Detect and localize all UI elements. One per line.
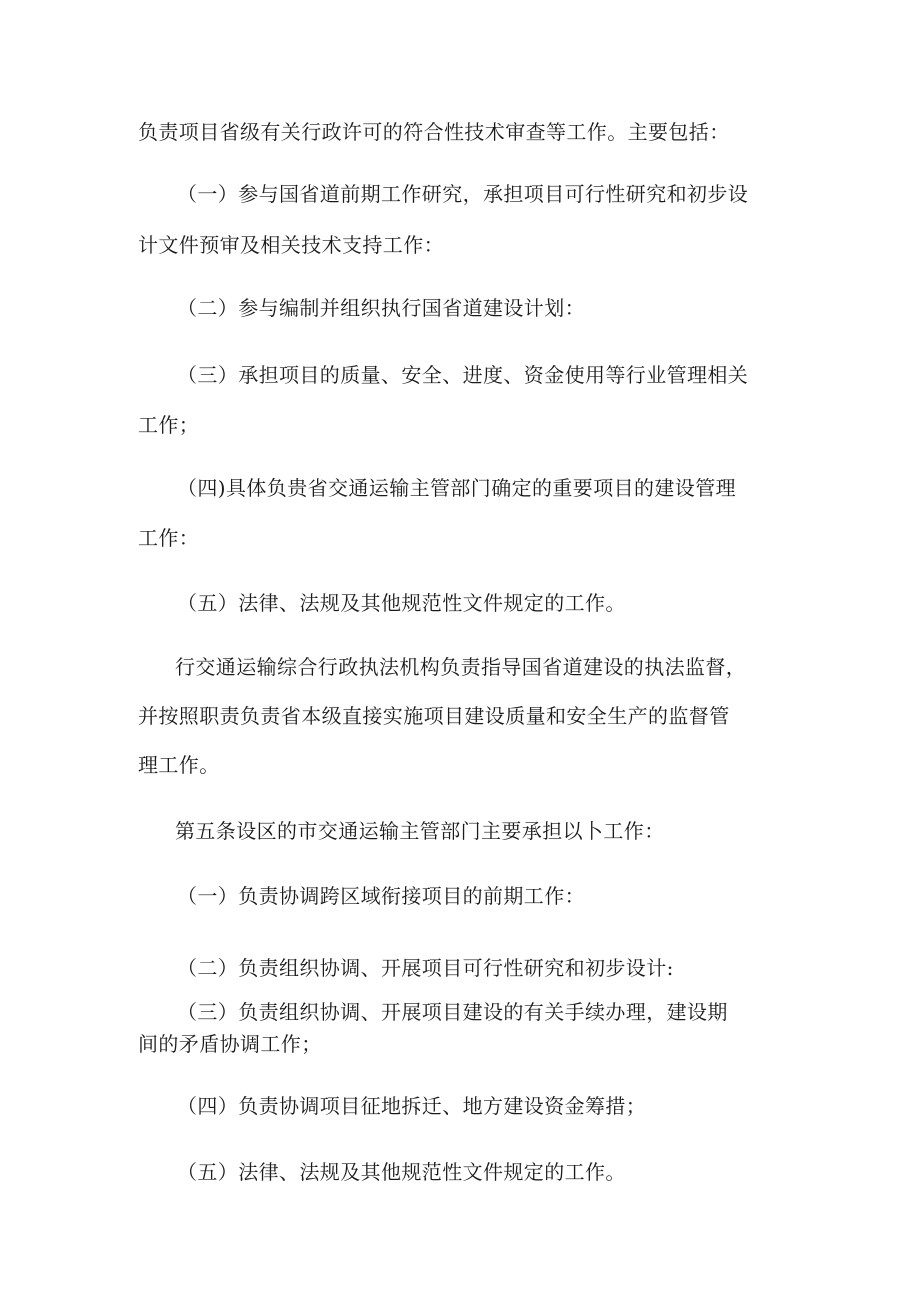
text-line: 工作； (138, 413, 200, 437)
text-line: （一）参与国省道前期工作研究，承担项目可行性研究和初步设 (177, 182, 749, 206)
text-line: 工作： (138, 526, 200, 550)
text-line: 计文件预审及相关技术支持工作： (138, 233, 444, 257)
text-line: （三）负责组织协调、开展项目建设的有关手续办理，建设期 (177, 1000, 728, 1024)
text-line: 行交通运输综合行政执法机构负责指导国省道建设的执法监督， (175, 655, 747, 679)
text-line: （五）法律、法规及其他规范性文件规定的工作。 (177, 1160, 626, 1184)
text-line: （二）参与编制并组织执行国省道建设计划： (177, 296, 585, 320)
text-line: （一）负责协调跨区域衔接项目的前期工作： (177, 884, 585, 908)
text-line: 第五条设区的市交通运输主管部门主要承担以卜工作： (175, 819, 665, 843)
text-line: 理工作。 (138, 753, 220, 777)
text-line: （四)具体负贵省交通运输主管部门确定的重要项目的建设管理 (177, 476, 737, 500)
text-line: 并按照职责负责省本级直接实施项目建设质量和安全生产的监督管 (138, 704, 730, 728)
text-line: （四）负责协调项目征地拆迁、地方建设资金筹措； (177, 1094, 647, 1118)
text-line: （二）负责组织协调、开展项目可行性研究和初步设计: (177, 956, 674, 980)
text-line: （五）法律、法规及其他规范性文件规定的工作。 (177, 591, 626, 615)
text-line: （三）承担项目的质量、安全、进度、资金使用等行业管理相关 (177, 363, 749, 387)
text-line: 间的矛盾协调工作； (138, 1032, 322, 1056)
text-line: 负责项目省级有关行政许可的符合性技术审查等工作。主要包括： (138, 120, 730, 144)
